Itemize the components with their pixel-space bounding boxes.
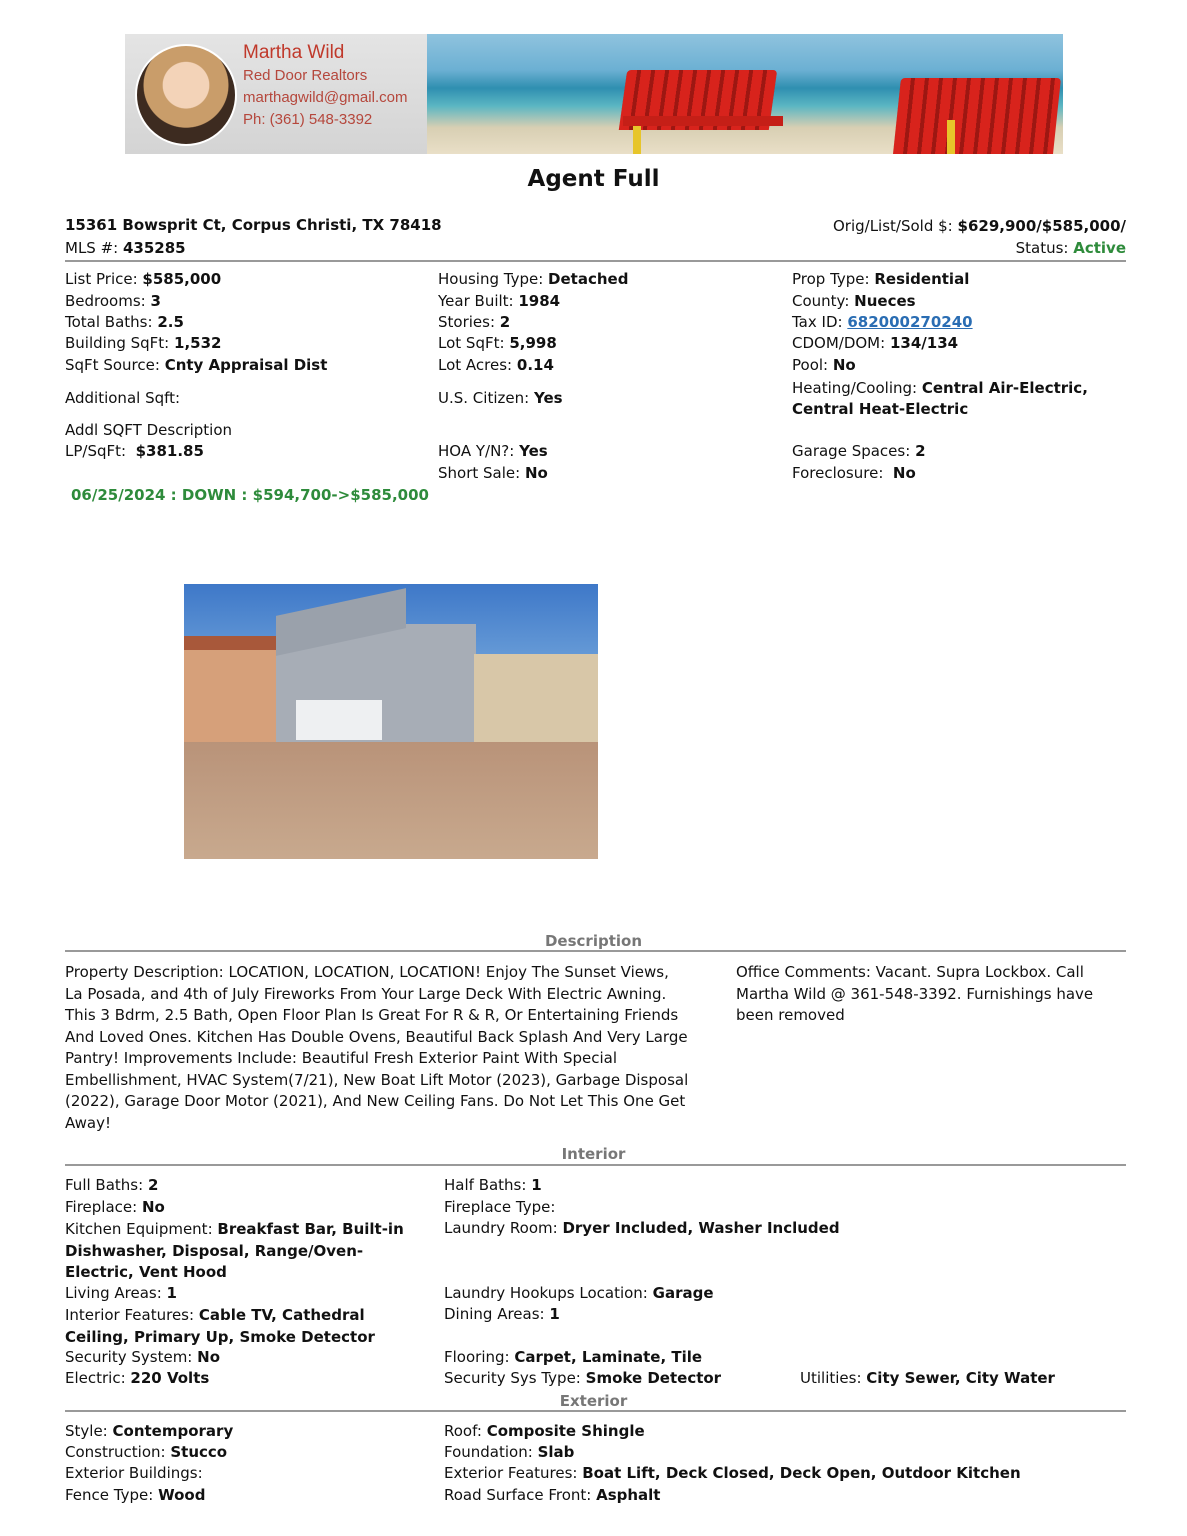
field-electric: Electric: 220 Volts bbox=[65, 1369, 210, 1387]
banner-agent-panel bbox=[125, 34, 427, 154]
field-fireplace-type: Fireplace Type: bbox=[444, 1198, 556, 1216]
field-construction: Construction: Stucco bbox=[65, 1443, 228, 1461]
field-total-baths: Total Baths: 2.5 bbox=[65, 313, 184, 331]
field-short-sale: Short Sale: No bbox=[438, 464, 548, 482]
field-style: Style: Contemporary bbox=[65, 1422, 234, 1440]
status-field: Status: Active bbox=[1015, 239, 1126, 257]
field-exterior-features: Exterior Features: Boat Lift, Deck Closed, Deck Open, Outdoor Kitchen bbox=[444, 1464, 1021, 1482]
beach-chair-image bbox=[893, 78, 1061, 154]
field-pool: Pool: No bbox=[792, 356, 856, 374]
field-full-baths: Full Baths: 2 bbox=[65, 1176, 159, 1194]
divider bbox=[65, 950, 1126, 952]
field-lot-acres: Lot Acres: 0.14 bbox=[438, 356, 554, 374]
property-photo[interactable] bbox=[184, 584, 598, 859]
divider bbox=[65, 1410, 1126, 1412]
field-interior-features: Interior Features: Cable TV, Cathedral Ceiling, Primary Up, Smoke Detector bbox=[65, 1306, 375, 1346]
field-hoa: HOA Y/N?: Yes bbox=[438, 442, 548, 460]
agent-photo bbox=[135, 44, 237, 146]
price-change-note: 06/25/2024 : DOWN : $594,700->$585,000 bbox=[71, 486, 429, 504]
field-half-baths: Half Baths: 1 bbox=[444, 1176, 542, 1194]
field-roof: Roof: Composite Shingle bbox=[444, 1422, 645, 1440]
orig-list-sold-price: Orig/List/Sold $: $629,900/$585,000/ bbox=[832, 217, 1126, 235]
field-sqft-source: SqFt Source: Cnty Appraisal Dist bbox=[65, 356, 328, 374]
agent-phone: Ph: (361) 548-3392 bbox=[243, 111, 373, 128]
property-address: 15361 Bowsprit Ct, Corpus Christi, TX 78418 bbox=[65, 216, 442, 234]
field-fireplace: Fireplace: No bbox=[65, 1198, 165, 1216]
field-prop-type: Prop Type: Residential bbox=[792, 270, 970, 288]
field-heating-cooling: Heating/Cooling: Central Air-Electric, Central Heat-Electric bbox=[792, 379, 1088, 418]
field-list-price: List Price: $585,000 bbox=[65, 270, 222, 288]
field-utilities: Utilities: City Sewer, City Water bbox=[800, 1369, 1055, 1387]
field-lp-sqft: LP/SqFt: $381.85 bbox=[65, 442, 204, 460]
field-additional-sqft: Additional Sqft: bbox=[65, 389, 181, 407]
field-security-system: Security System: No bbox=[65, 1348, 220, 1366]
field-garage-spaces: Garage Spaces: 2 bbox=[792, 442, 926, 460]
page-title: Agent Full bbox=[527, 166, 660, 192]
neighbor-house-right bbox=[474, 654, 598, 746]
chair-leg-image bbox=[633, 126, 641, 154]
garage-door bbox=[296, 700, 382, 740]
field-bedrooms: Bedrooms: 3 bbox=[65, 292, 161, 310]
field-addl-sqft-description: Addl SQFT Description bbox=[65, 421, 233, 439]
field-foundation: Foundation: Slab bbox=[444, 1443, 575, 1461]
office-comments: Office Comments: Vacant. Supra Lockbox. Call Martha Wild @ 361-548-3392. Furnishings have been removed bbox=[736, 963, 1094, 1024]
agent-banner bbox=[125, 34, 1063, 154]
divider bbox=[65, 260, 1126, 262]
chair-arm-image bbox=[623, 116, 783, 126]
field-stories: Stories: 2 bbox=[438, 313, 511, 331]
section-description-title: Description bbox=[544, 932, 643, 950]
driveway bbox=[184, 742, 598, 859]
beach-image bbox=[427, 34, 1063, 154]
agent-name: Martha Wild bbox=[243, 42, 345, 63]
neighbor-roof-left bbox=[184, 636, 284, 650]
field-county: County: Nueces bbox=[792, 292, 916, 310]
section-exterior-title: Exterior bbox=[559, 1392, 628, 1410]
field-exterior-buildings: Exterior Buildings: bbox=[65, 1464, 203, 1482]
neighbor-house-left bbox=[184, 642, 284, 744]
field-security-sys-type: Security Sys Type: Smoke Detector bbox=[444, 1369, 722, 1387]
status-badge: Active bbox=[1073, 239, 1126, 257]
mls-number: MLS #: 435285 bbox=[65, 239, 186, 257]
chair-leg-image bbox=[947, 120, 955, 154]
divider bbox=[65, 1164, 1126, 1166]
agent-company: Red Door Realtors bbox=[243, 67, 368, 84]
field-laundry-hookups: Laundry Hookups Location: Garage bbox=[444, 1284, 714, 1302]
field-housing-type: Housing Type: Detached bbox=[438, 270, 629, 288]
agent-email: marthagwild@gmail.com bbox=[243, 89, 408, 106]
field-lot-sqft: Lot SqFt: 5,998 bbox=[438, 334, 557, 352]
field-kitchen-equipment: Kitchen Equipment: Breakfast Bar, Built-in Dishwasher, Disposal, Range/Oven- Electric, Vent Hood bbox=[65, 1220, 404, 1281]
field-foreclosure: Foreclosure: No bbox=[792, 464, 916, 482]
field-us-citizen: U.S. Citizen: Yes bbox=[438, 389, 563, 407]
property-description: Property Description: LOCATION, LOCATION, LOCATION! Enjoy The Sunset Views, La Posada, and 4th of July Fireworks From Your Large Deck With Electric Awning. This 3 Bdrm, 2.5 Bath, Open Floor Plan Is Great For R & R, Or Entertaining Friends And Loved Ones. Kitchen Has Double Ovens, Beautiful Back Splash And Very Large Pantry! Improvements Include: Beautiful Fresh Exterior Paint With Special Embellishment, HVAC System(7/21), New Boat Lift Motor (2023), Garbage Disposal (2022), Garage Door Motor (2021), And New Ceiling Fans. Do Not Let This One Get Away! bbox=[65, 963, 689, 1132]
field-flooring: Flooring: Carpet, Laminate, Tile bbox=[444, 1348, 703, 1366]
section-interior-title: Interior bbox=[561, 1145, 626, 1163]
field-tax-id: Tax ID: 682000270240 bbox=[792, 313, 973, 331]
field-year-built: Year Built: 1984 bbox=[438, 292, 561, 310]
field-dining-areas: Dining Areas: 1 bbox=[444, 1305, 560, 1323]
field-fence-type: Fence Type: Wood bbox=[65, 1486, 206, 1504]
field-cdom-dom: CDOM/DOM: 134/134 bbox=[792, 334, 959, 352]
field-living-areas: Living Areas: 1 bbox=[65, 1284, 177, 1302]
tax-id-link[interactable]: 682000270240 bbox=[847, 313, 973, 331]
field-building-sqft: Building SqFt: 1,532 bbox=[65, 334, 222, 352]
field-road-surface: Road Surface Front: Asphalt bbox=[444, 1486, 661, 1504]
field-laundry-room: Laundry Room: Dryer Included, Washer Included bbox=[444, 1219, 840, 1237]
